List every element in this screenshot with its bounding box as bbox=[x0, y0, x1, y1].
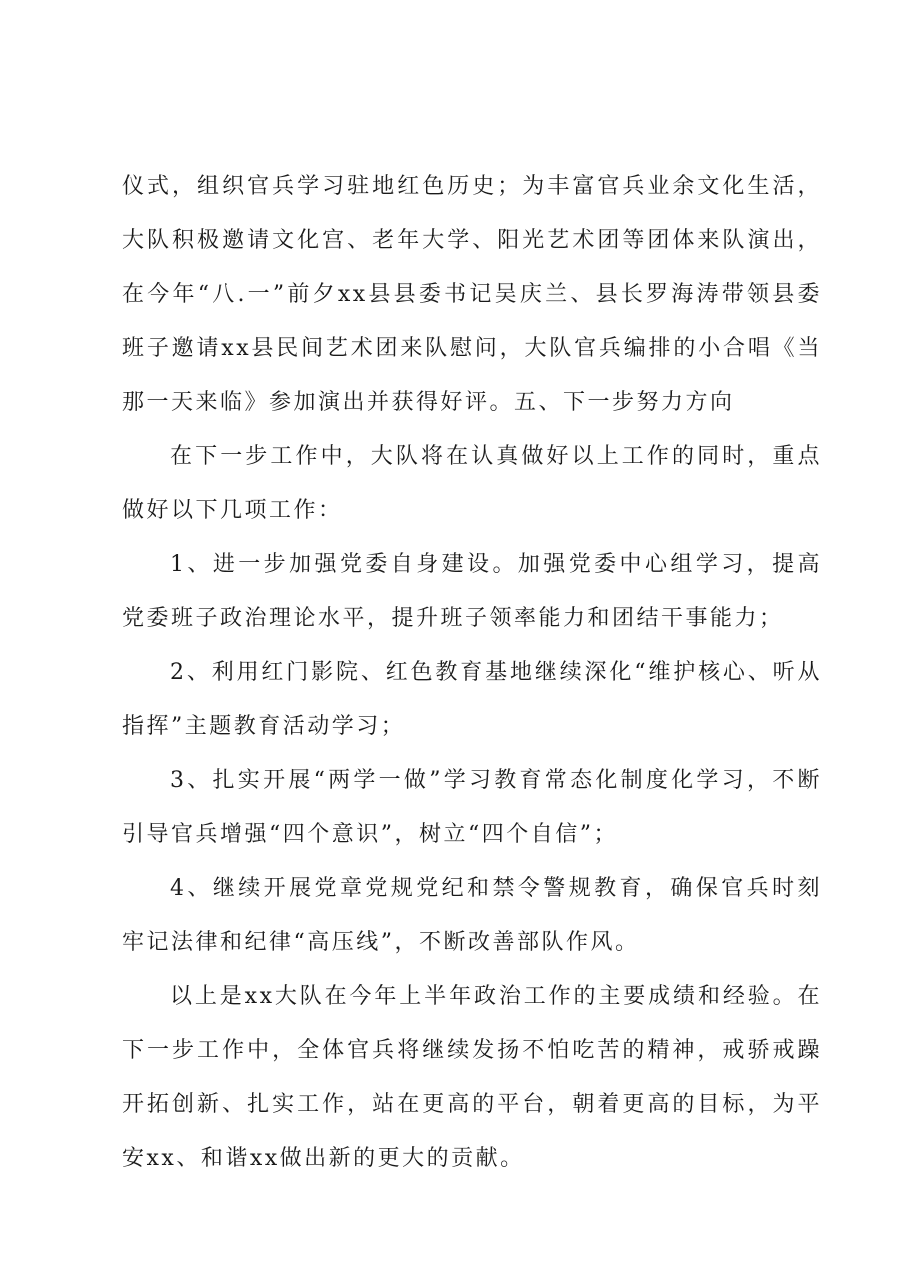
paragraph-item-3: 3、扎实开展“两学一做”学习教育常态化制度化学习，不断引导官兵增强“四个意识”，树立“四个自信”； bbox=[122, 768, 822, 847]
paragraph-item-2: 2、利用红门影院、红色教育基地继续深化“维护核心、听从指挥”主题教育活动学习； bbox=[122, 660, 822, 739]
paragraph-item-4: 4、继续开展党章党规党纪和禁令警规教育，确保官兵时刻牢记法律和纪律“高压线”，不断改善部队作风。 bbox=[122, 876, 822, 955]
paragraph-continuation: 仪式，组织官兵学习驻地红色历史；为丰富官兵业余文化生活，大队积极邀请文化宫、老年大学、阳光艺术团等团体来队演出，在今年“八.一”前夕xx县县委书记吴庆兰、县长罗海涛带领县委班子邀请xx县民间艺术团来队慰问，大队官兵编排的小合唱《当那一天来临》参加演出并获得好评。五、下一步努力方向 bbox=[122, 174, 822, 415]
paragraph-next-steps-intro: 在下一步工作中，大队将在认真做好以上工作的同时，重点做好以下几项工作： bbox=[122, 444, 822, 523]
document-body bbox=[122, 160, 822, 1186]
paragraph-conclusion: 以上是xx大队在今年上半年政治工作的主要成绩和经验。在下一步工作中，全体官兵将继续发扬不怕吃苦的精神，戒骄戒躁开拓创新、扎实工作，站在更高的平台，朝着更高的目标，为平安xx、和谐xx做出新的更大的贡献。 bbox=[122, 984, 822, 1171]
paragraph-item-1: 1、进一步加强党委自身建设。加强党委中心组学习，提高党委班子政治理论水平，提升班子领率能力和团结干事能力； bbox=[122, 552, 822, 631]
